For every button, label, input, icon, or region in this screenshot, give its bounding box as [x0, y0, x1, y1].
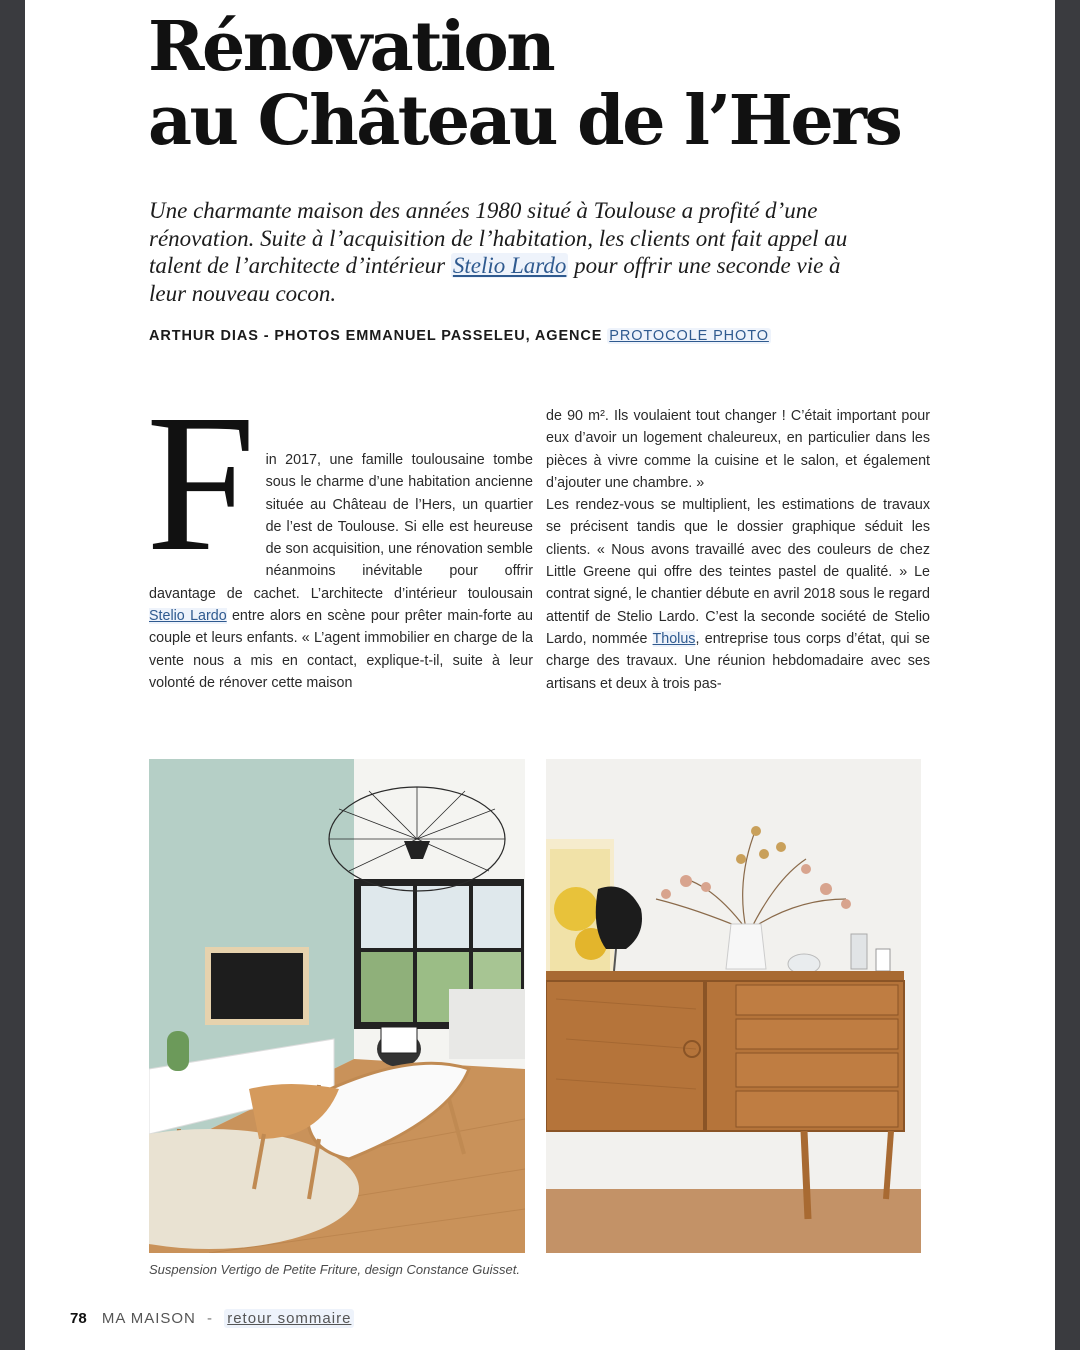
designer-inline-link[interactable]: Stelio Lardo	[149, 608, 227, 625]
back-to-contents-link[interactable]: retour sommaire	[224, 1309, 354, 1328]
body-text-continued: entre alors en scène pour prêter main-forte au couple et leurs enfants. « L’agent immobilier en charge de la vente nous a mis en contact, explique-t-il, suite à leur volonté de rénover cette maison	[149, 608, 533, 691]
footer-separator: -	[207, 1310, 214, 1327]
body-text-start: in 2017, une famille toulousaine tombe sous le charme d’une habitation ancienne située au Château de l’Hers, un quartier de l’est de Toulouse. Si elle est heureuse de son acquisition, une rénovation semble néanmoins inévitable pour offrir davantage de cachet. L’architecte d’intérieur toulousain	[149, 452, 533, 602]
page-number: 78	[70, 1310, 87, 1327]
living-room-photo	[149, 759, 525, 1253]
drop-cap: F	[146, 373, 256, 592]
intro-text-start: Une charmante maison des années 1980 situé à Toulouse a profité d’une rénovation. Suite à l’acquisition de l’habitation, les clients ont fait appel au talent de l’architecte d’intérieur	[149, 198, 848, 279]
body-paragraph-3	[546, 494, 930, 695]
credits-text: ARTHUR DIAS - PHOTOS EMMANUEL PASSELEU, AGENCE	[149, 328, 608, 344]
text-column-left	[146, 373, 533, 694]
photo-agency-link[interactable]: PROTOCOLE PHOTO	[609, 328, 769, 344]
company-link[interactable]: Tholus	[652, 630, 696, 647]
article-intro	[149, 197, 869, 307]
title-line-1: Rénovation	[148, 7, 554, 87]
magazine-name: MA MAISON	[101, 1310, 196, 1327]
designer-link[interactable]: Stelio Lardo	[452, 253, 567, 279]
sideboard-photo	[546, 759, 921, 1253]
body-text-p3-end: , entreprise tous corps d’état, qui se charge des travaux. Une réunion hebdomadaire avec ses artisans et deux à trois pas-	[546, 630, 930, 692]
intro-text-end: pour offrir une seconde vie à leur nouveau cocon.	[149, 253, 841, 306]
article-title	[148, 7, 901, 161]
body-text-p3-start: Les rendez-vous se multiplient, les estimations de travaux se précisent tandis que le dossier graphique séduit les clients. « Nous avons travaillé avec des couleurs de chez Little Greene qui offre des teintes pastel de qualité. » Le contrat signé, le chantier débute en avril 2018 sous le regard attentif de Stelio Lardo. C’est la seconde société de Stelio Lardo, nommée	[546, 497, 930, 647]
text-column-right	[546, 405, 930, 695]
magazine-page	[25, 0, 1055, 1350]
photo-caption: Suspension Vertigo de Petite Friture, design Constance Guisset.	[149, 1262, 520, 1277]
article-credits	[149, 328, 771, 344]
page-footer	[70, 1310, 354, 1327]
title-line-2: au Château de l’Hers	[148, 81, 901, 161]
body-paragraph-2: de 90 m². Ils voulaient tout changer ! C’était important pour eux d’avoir un logement chaleureux, en particulier dans les pièces à vivre comme la cuisine et le salon, et également d’ajouter une chambre. »	[546, 408, 930, 491]
